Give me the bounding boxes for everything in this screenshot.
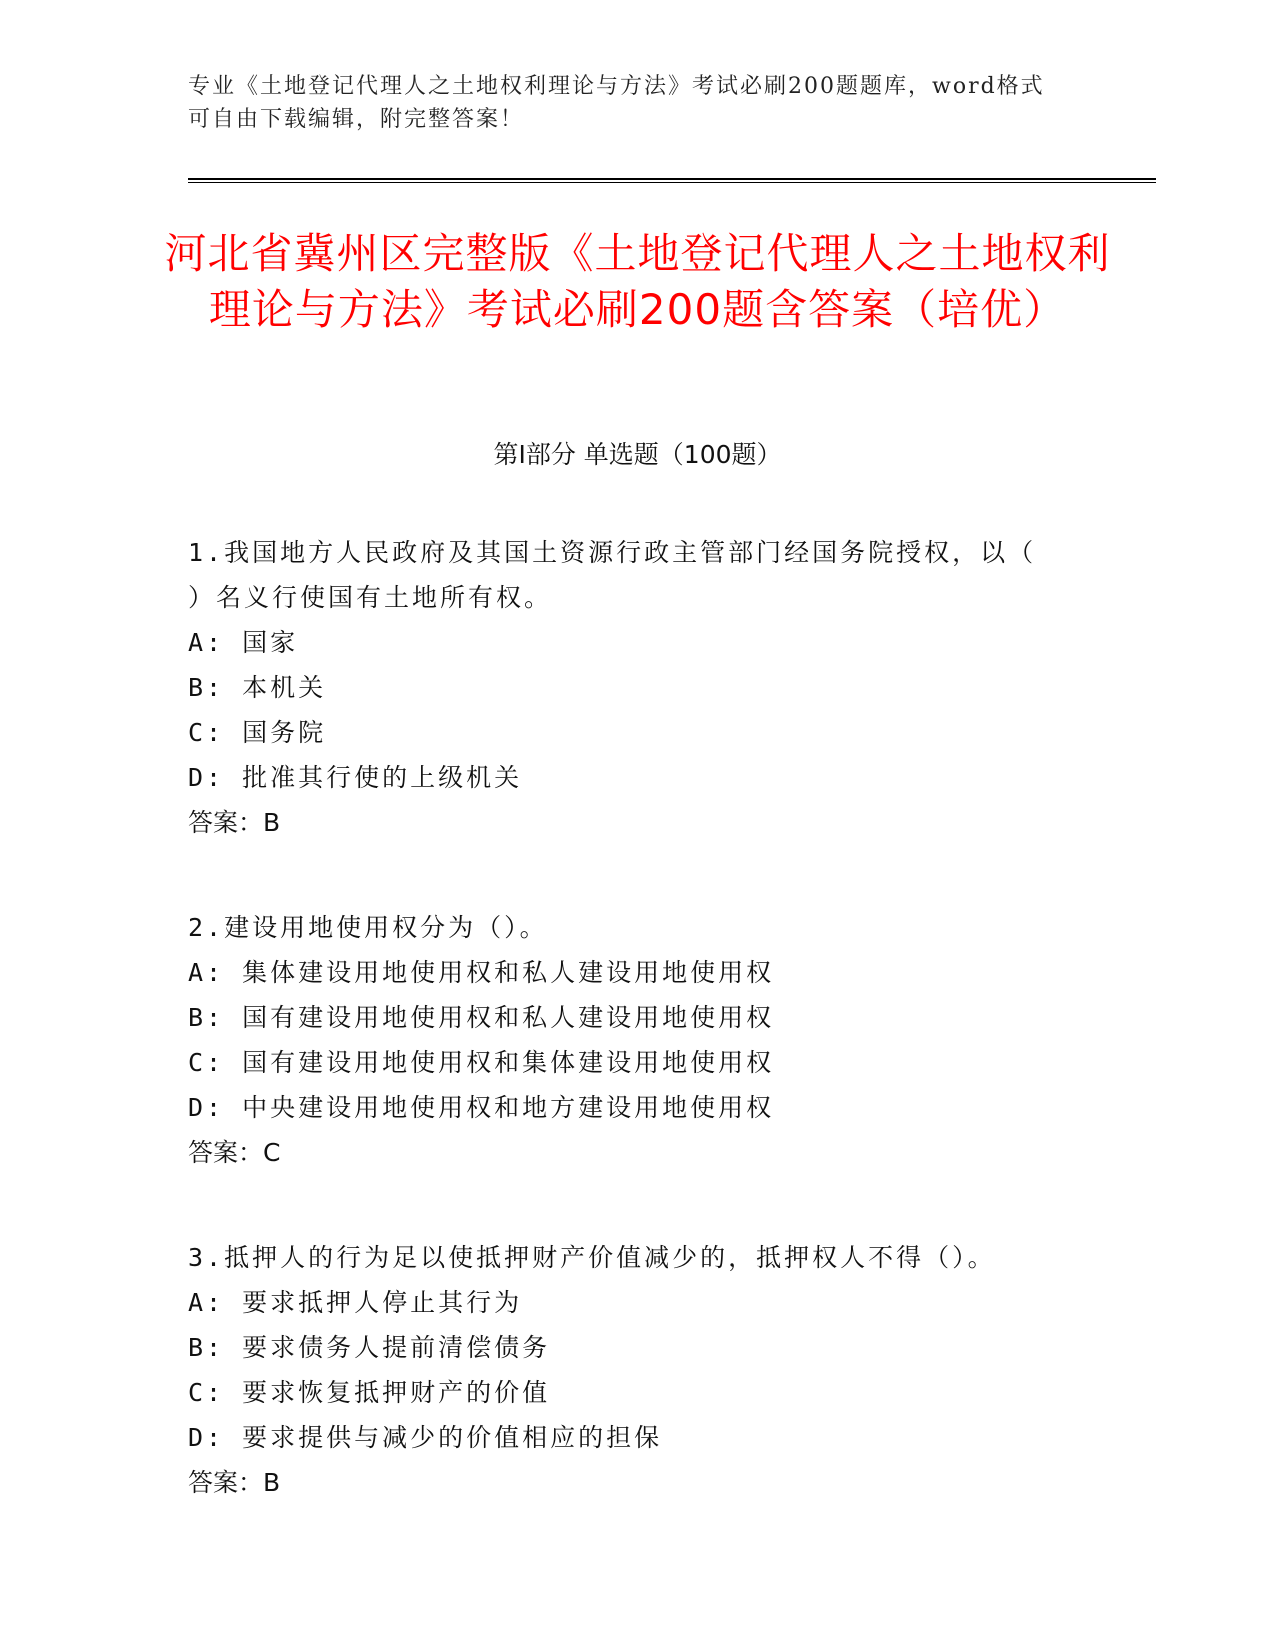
question-item: [188, 530, 1068, 845]
option-c: C: 要求恢复抵押财产的价值: [188, 1378, 551, 1407]
option-a: A: 集体建设用地使用权和私人建设用地使用权: [188, 958, 775, 987]
header-note: 专业《土地登记代理人之土地权利理论与方法》考试必刷200题题库，word格式可自由下载编辑，附完整答案！: [188, 74, 1045, 132]
question-item: [188, 1235, 1068, 1505]
option-b: B: 国有建设用地使用权和私人建设用地使用权: [188, 1003, 775, 1032]
answer-line: 答案：B: [188, 808, 281, 837]
section-heading: 第I部分 单选题（100题）: [493, 440, 782, 469]
question-list: [188, 530, 1068, 1565]
answer-line: 答案：C: [188, 1138, 281, 1167]
question-stem: 2.建设用地使用权分为（）。: [188, 913, 548, 942]
option-d: D: 批准其行使的上级机关: [188, 763, 523, 792]
question-item: [188, 905, 1068, 1175]
option-b: B: 要求债务人提前清偿债务: [188, 1333, 551, 1362]
header-divider: [188, 178, 1156, 183]
option-b: B: 本机关: [188, 673, 327, 702]
option-c: C: 国有建设用地使用权和集体建设用地使用权: [188, 1048, 775, 1077]
document-title: 河北省冀州区完整版《土地登记代理人之土地权利理论与方法》考试必刷200题含答案（培优）: [164, 229, 1111, 334]
option-c: C: 国务院: [188, 718, 327, 747]
answer-line: 答案：B: [188, 1468, 281, 1497]
question-stem: 1.我国地方人民政府及其国土资源行政主管部门经国务院授权，以（ ）名义行使国有土地所有权。: [188, 538, 1037, 612]
option-a: A: 要求抵押人停止其行为: [188, 1288, 523, 1317]
question-stem: 3.抵押人的行为足以使抵押财产价值减少的，抵押权人不得（）。: [188, 1243, 996, 1272]
option-a: A: 国家: [188, 628, 299, 657]
option-d: D: 要求提供与减少的价值相应的担保: [188, 1423, 663, 1452]
option-d: D: 中央建设用地使用权和地方建设用地使用权: [188, 1093, 775, 1122]
